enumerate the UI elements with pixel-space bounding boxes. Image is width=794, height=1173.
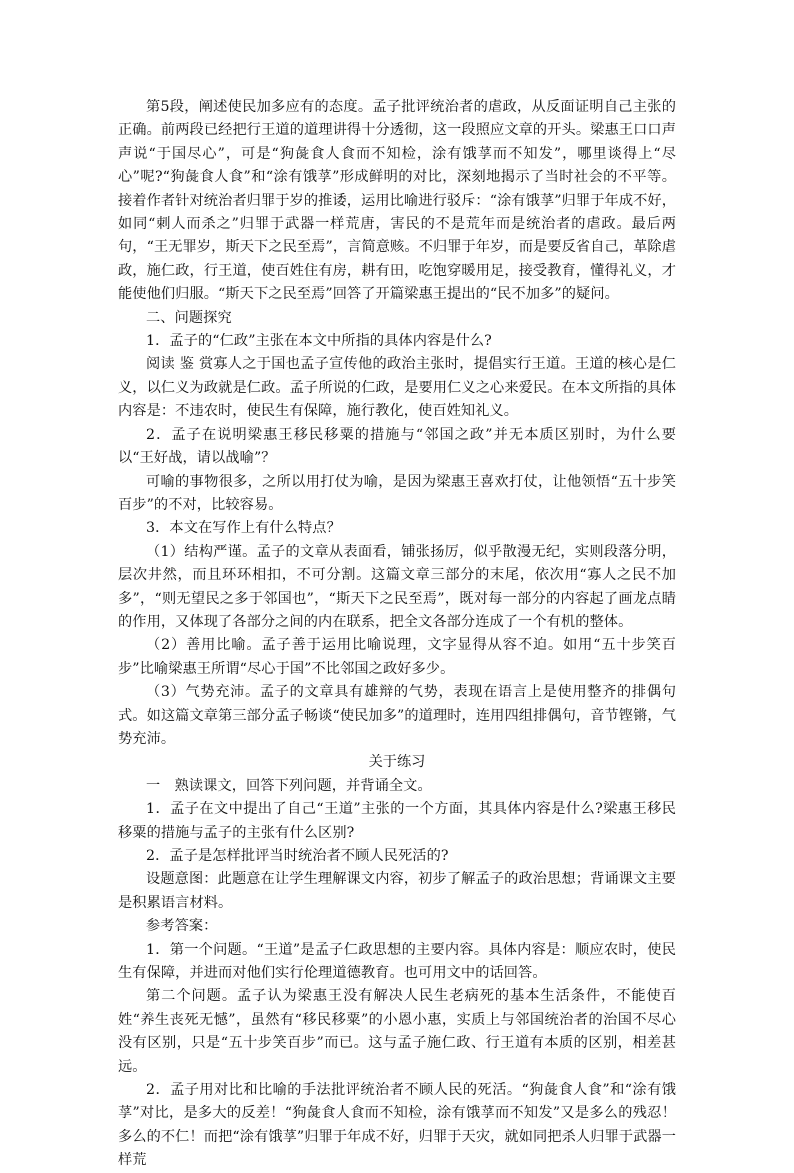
feature-structure: （1）结构严谨。孟子的文章从表面看，铺张扬厉，似乎散漫无纪，实则段落分明，层次井然，而且环环相扣，不可分割。这篇文章三部分的末尾，依次用“寡人之民不加多”，“则无望民之多于邻国也”，“斯天下之民至焉”，既对每一部分的内容起了画龙点睛的作用，又体现了各部分之间的内在联系，把全文各部分连成了一个有机的整体。 (118, 543, 676, 630)
reference-answer-1-part2: 第二个问题。孟子认为梁惠王没有解决人民生老病死的基本生活条件，不能使百姓“养生丧死无憾”，虽然有“移民移粟”的小恩小惠，实质上与邻国统治者的治国不尽心没有区别，只是“五十步笑百步”而已。这与孟子施仁政、行王道有本质的区别，相差甚远。 (118, 988, 676, 1075)
exercise-question-1: 1．孟子在文中提出了自己“王道”主张的一个方面，其具体内容是什么?梁惠王移民移粟的措施与孟子的主张有什么区别? (118, 801, 676, 841)
question-1: 1．孟子的“仁政”主张在本文中所指的具体内容是什么? (146, 333, 492, 350)
reference-answer-1: 1．第一个问题。“王道”是孟子仁政思想的主要内容。具体内容是：顺应农时，使民生有保障，并进而对他们实行伦理道德教育。也可用文中的话回答。 (118, 941, 676, 982)
paragraph-section5-analysis: 第5段，阐述使民加多应有的态度。孟子批评统治者的虐政，从反面证明自己主张的正确。前两段已经把行王道的道理讲得十分透彻，这一段照应文章的开头。梁惠王口口声声说“于国尽心”，可是“狗彘食人食而不知检，涂有饿莩而不知发”，哪里谈得上“尽心”呢?“狗彘食人食”和“涂有饿莩”形成鲜明的对比，深刻地揭示了当时社会的不平等。接着作者针对统治者归罪于岁的推诿，运用比喻进行驳斥：“涂有饿莩”归罪于年成不好，如同“刺人而杀之”归罪于武器一样荒唐，害民的不是荒年而是统治者的虐政。最后两句，“王无罪岁，斯天下之民至焉”，言简意赅。不归罪于年岁，而是要反省自己，革除虐政，施仁政，行王道，使百姓住有房，耕有田，吃饱穿暖用足，接受教育，懂得礼义，才能使他们归服。“斯天下之民至焉”回答了开篇梁惠王提出的“民不加多”的疑问。 (118, 99, 676, 303)
document-page (118, 96, 676, 1173)
feature-metaphor: （2）善用比喻。孟子善于运用比喻说理，文字显得从容不迫。如用“五十步笑百步”比喻梁惠王所谓“尽心于国”不比邻国之政好多少。 (118, 637, 676, 677)
feature-momentum: （3）气势充沛。孟子的文章具有雄辩的气势，表现在语言上是使用整齐的排偶句式。如这篇文章第三部分孟子畅谈“使民加多”的道理时，连用四组排偶句，音节铿锵，气势充沛。 (118, 684, 676, 747)
question-2: 2．孟子在说明梁惠王移民移粟的措施与“邻国之政”并无本质区别时，为什么要以“王好战，请以战喻”？ (118, 426, 676, 467)
exercise-intro: 一 熟读课文，回答下列问题，并背诵全文。 (146, 777, 432, 794)
design-intent: 设题意图：此题意在让学生理解课文内容，初步了解孟子的政治思想；背诵课文主要是积累语言材料。 (118, 871, 676, 911)
reference-answer-label: 参考答案： (146, 918, 218, 935)
answer-2: 可喻的事物很多，之所以用打仗为喻，是因为梁惠王喜欢打仗，让他领悟“五十步笑百步”的不对，比较容易。 (118, 473, 676, 513)
heading-problem-inquiry: 二、问题探究 (146, 309, 232, 326)
exercise-question-2: 2．孟子是怎样批评当时统治者不顾人民死活的? (146, 848, 449, 864)
question-3: 3．本文在写作上有什么特点？ (146, 520, 341, 537)
answer-1: 阅读 鉴 赏寡人之于国也孟子宣传他的政治主张时，提倡实行王道。王道的核心是仁义，以仁义为政就是仁政。孟子所说的仁政，是要用仁义之心来爱民。在本文所指的具体内容是：不违农时，使民生有保障，施行教化，使百姓知礼义。 (118, 356, 676, 420)
heading-about-exercises: 关于练习 (368, 754, 426, 771)
reference-answer-2: 2．孟子用对比和比喻的手法批评统治者不顾人民的死活。“狗彘食人食”和“涂有饿莩”对比，是多大的反差！“狗彘食人食而不知检，涂有饿莩而不知发”又是多么的残忍！多么的不仁！而把“涂有饿莩”归罪于年成不好，归罪于天灾，就如同把杀人归罪于武器一样荒 (118, 1082, 676, 1169)
